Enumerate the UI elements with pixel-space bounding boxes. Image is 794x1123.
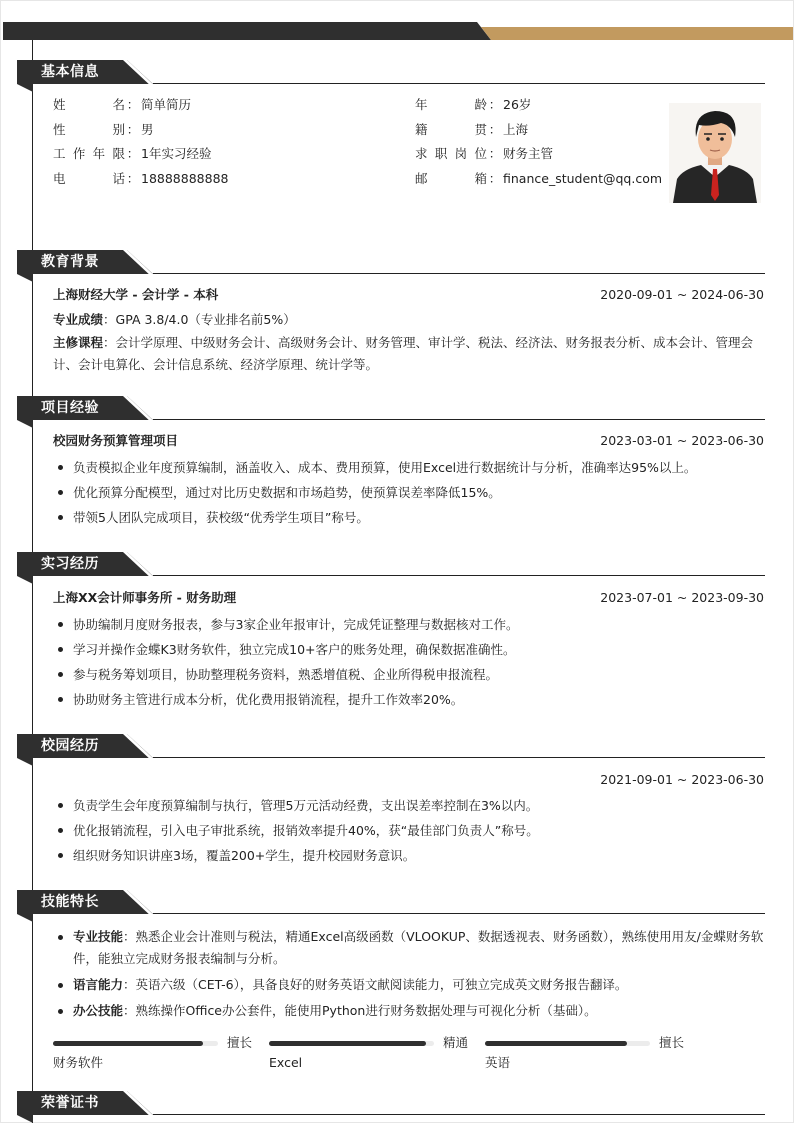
project-entry-header	[53, 431, 764, 451]
skill-name: 英语	[485, 1055, 511, 1070]
list-item: 协助财务主管进行成本分析，优化费用报销流程，提升工作效率20%。	[53, 687, 764, 712]
skill-level: 擅长	[227, 1035, 253, 1050]
list-item: 学习并操作金蝶K3财务软件，独立完成10+客户的账务处理，确保数据准确性。	[53, 637, 764, 662]
list-item: 语言能力：英语六级（CET-6），具备良好的财务英语文献阅读能力，可独立完成英文财务报告翻译。	[53, 974, 764, 996]
skills-bullets	[53, 926, 764, 1026]
section-header-project	[17, 396, 765, 426]
list-item: 专业技能：熟悉企业会计准则与税法，精通Excel高级函数（VLOOKUP、数据透视表、财务函数），熟练使用用友/金蝶财务软件，能独立完成财务报表编制与分析。	[53, 926, 764, 970]
education-gpa: 专业成绩：GPA 3.8/4.0（专业排名前5%）	[53, 312, 296, 327]
info-email: 邮箱 ： finance_student@qq.com	[415, 171, 663, 186]
skill-bar-fill	[269, 1041, 426, 1046]
info-experience: 工作年限 ： 1年实习经验	[53, 146, 212, 161]
info-gender: 性别 ： 男	[53, 122, 154, 137]
campus-date: 2021-09-01 ~ 2023-06-30	[600, 772, 764, 787]
section-header-education	[17, 250, 765, 280]
skill-level: 精通	[443, 1035, 469, 1050]
section-header-skills	[17, 890, 765, 920]
internship-date: 2023-07-01 ~ 2023-09-30	[600, 590, 764, 605]
list-item: 优化报销流程，引入电子审批系统，报销效率提升40%，获“最佳部门负责人”称号。	[53, 818, 764, 843]
list-item: 优化预算分配模型，通过对比历史数据和市场趋势，使预算误差率降低15%。	[53, 480, 764, 505]
list-item: 负责学生会年度预算编制与执行，管理5万元活动经费，支出误差率控制在3%以内。	[53, 793, 764, 818]
top-banner-dark	[3, 22, 491, 40]
list-item: 办公技能：熟练操作Office办公套件，能使用Python进行财务数据处理与可视化分析（基础）。	[53, 1000, 764, 1022]
list-item: 组织财务知识讲座3场，覆盖200+学生，提升校园财务意识。	[53, 843, 764, 868]
list-item: 参与税务筹划项目，协助整理税务资料，熟悉增值税、企业所得税申报流程。	[53, 662, 764, 687]
skill-name: 财务软件	[53, 1055, 104, 1070]
company-role: 上海XX会计师事务所 - 财务助理	[53, 590, 237, 605]
list-item: 协助编制月度财务报表，参与3家企业年报审计，完成凭证整理与数据核对工作。	[53, 612, 764, 637]
section-title: 基本信息	[41, 64, 99, 80]
section-title: 实习经历	[41, 556, 99, 572]
internship-bullets	[53, 612, 764, 712]
project-bullets	[53, 455, 764, 530]
campus-entry-header	[53, 770, 764, 790]
project-date: 2023-03-01 ~ 2023-06-30	[600, 433, 764, 448]
info-phone: 电话 ： 18888888888	[53, 171, 229, 186]
section-title: 技能特长	[41, 894, 99, 910]
avatar-photo	[669, 103, 761, 203]
section-title: 荣誉证书	[41, 1095, 99, 1111]
section-title: 校园经历	[41, 738, 99, 754]
info-hometown: 籍贯 ： 上海	[415, 122, 529, 137]
list-item: 带领5人团队完成项目，获校级“优秀学生项目”称号。	[53, 505, 764, 530]
info-name: 姓名 ： 简单简历	[53, 97, 192, 112]
internship-entry-header	[53, 588, 764, 608]
section-header-internship	[17, 552, 765, 582]
list-item: 负责模拟企业年度预算编制，涵盖收入、成本、费用预算，使用Excel进行数据统计与分析，准确率达95%以上。	[53, 455, 764, 480]
skill-name: Excel	[269, 1055, 303, 1070]
skill-level: 擅长	[659, 1035, 685, 1050]
section-header-honors	[17, 1091, 765, 1121]
skill-bar-fill	[485, 1041, 627, 1046]
skill-bar-fill	[53, 1041, 203, 1046]
top-banner	[3, 22, 793, 40]
section-header-campus	[17, 734, 765, 764]
info-age: 年龄 ： 26岁	[415, 97, 532, 112]
top-banner-gold	[481, 27, 793, 40]
avatar-icon	[669, 103, 761, 203]
section-title: 教育背景	[41, 254, 99, 270]
info-position: 求职岗位 ： 财务主管	[415, 146, 554, 161]
campus-bullets	[53, 793, 764, 868]
section-header-basic	[17, 60, 765, 90]
section-title: 项目经验	[41, 400, 99, 416]
school-major-degree: 上海财经大学 - 会计学 - 本科	[53, 287, 219, 302]
education-courses: 主修课程：会计学原理、中级财务会计、高级财务会计、财务管理、审计学、税法、经济法、财务报表分析、成本会计、管理会计、会计电算化、会计信息系统、经济学原理、统计学等。	[53, 335, 754, 372]
education-entry-header	[53, 285, 764, 305]
project-title: 校园财务预算管理项目	[53, 433, 179, 448]
education-date: 2020-09-01 ~ 2024-06-30	[600, 287, 764, 302]
